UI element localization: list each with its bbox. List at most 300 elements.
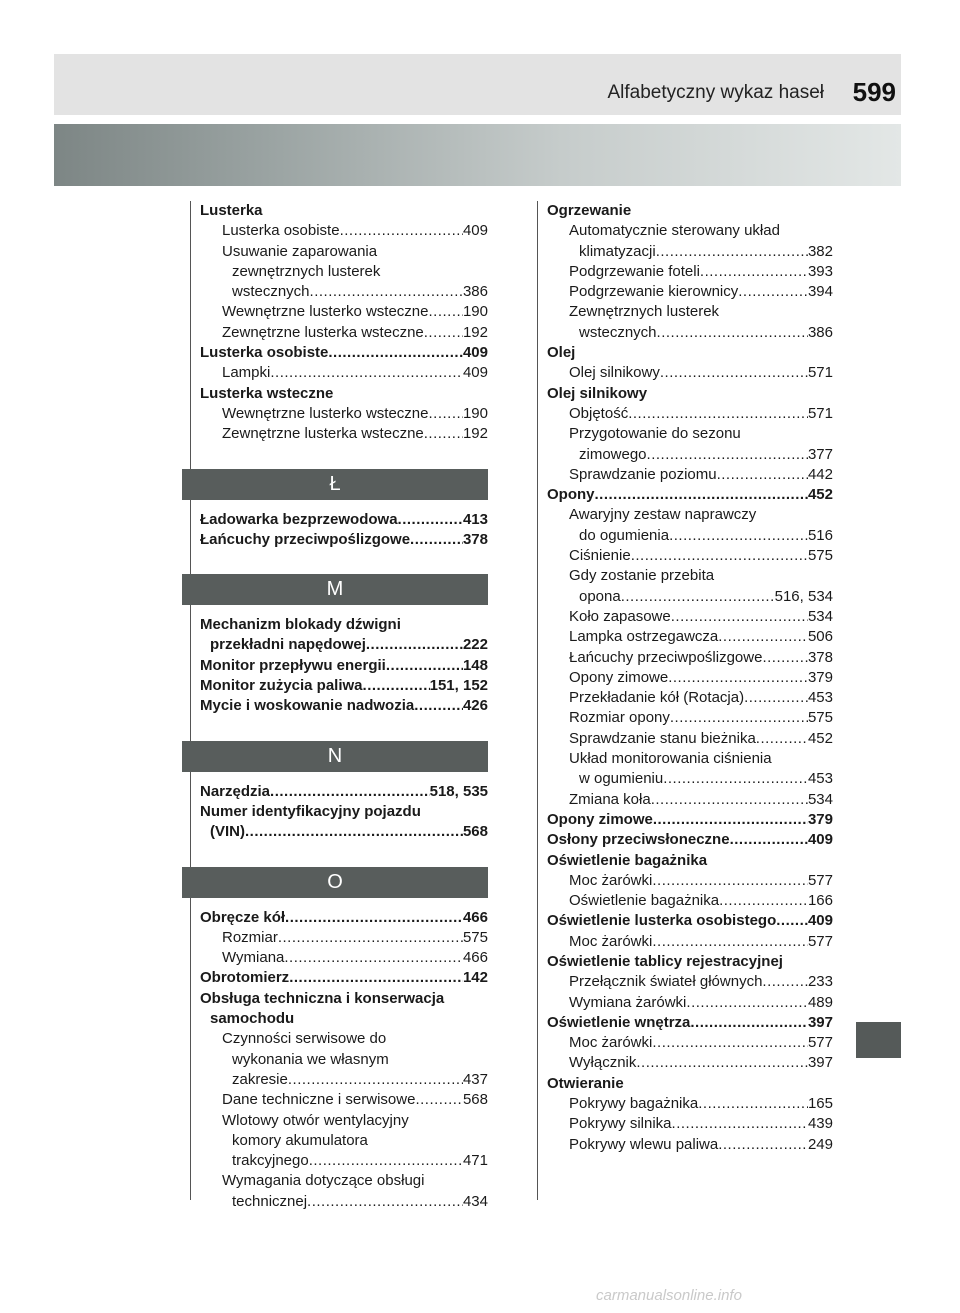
entry-label: Numer identyfikacyjny pojazdu xyxy=(200,802,421,820)
page-ref: 534 xyxy=(807,607,833,625)
index-heading xyxy=(547,749,833,769)
index-entry xyxy=(547,1033,833,1053)
entry-label: Zewnętrzne lusterka wsteczne xyxy=(222,425,424,443)
entry-label: Koło zapasowe xyxy=(569,607,671,625)
entry-label: Gdy zostanie przebita xyxy=(569,567,715,585)
page-ref: 190 xyxy=(462,404,488,422)
index-column-right xyxy=(547,201,833,1155)
index-group xyxy=(200,201,488,445)
dot-leader xyxy=(652,1033,808,1053)
entry-label: Opony zimowe xyxy=(569,668,669,686)
entry-label: Ciśnienie xyxy=(569,547,631,565)
index-heading xyxy=(547,343,833,363)
index-heading xyxy=(200,262,488,282)
dot-leader xyxy=(340,221,463,241)
index-entry xyxy=(547,323,833,343)
dot-leader xyxy=(730,830,808,850)
dot-leader xyxy=(366,635,463,655)
entry-label: Objętość xyxy=(569,404,629,422)
entry-label: Otwieranie xyxy=(547,1074,624,1092)
page-ref: 409 xyxy=(462,344,488,362)
page-ref: 577 xyxy=(807,1034,833,1052)
page-ref: 437 xyxy=(462,1070,488,1088)
index-entry xyxy=(200,530,488,550)
index-entry xyxy=(200,363,488,383)
index-heading xyxy=(200,242,488,262)
page-ref: 413 xyxy=(462,510,488,528)
index-heading xyxy=(547,384,833,404)
index-entry xyxy=(547,627,833,647)
dot-leader xyxy=(660,363,808,383)
page-ref: 142 xyxy=(462,969,488,987)
dot-leader xyxy=(428,404,462,424)
page-ref: 377 xyxy=(807,445,833,463)
letter-header-n: N xyxy=(182,741,488,772)
index-entry xyxy=(547,972,833,992)
page-ref: 378 xyxy=(462,530,488,548)
entry-label: Łańcuchy przeciwpoślizgowe xyxy=(200,530,411,548)
page-ref: 534 xyxy=(807,790,833,808)
index-entry xyxy=(200,1192,488,1212)
entry-label: w ogumieniu xyxy=(579,770,664,788)
dot-leader xyxy=(621,587,775,607)
dot-leader xyxy=(284,948,463,968)
decorative-band xyxy=(54,124,901,186)
dot-leader xyxy=(310,282,463,302)
page-ref: 571 xyxy=(807,364,833,382)
index-entry xyxy=(547,465,833,485)
dot-leader xyxy=(647,445,808,465)
index-heading xyxy=(200,615,488,635)
index-entry xyxy=(547,830,833,850)
index-heading xyxy=(547,505,833,525)
entry-label: Przygotowanie do sezonu xyxy=(569,425,741,443)
dot-leader xyxy=(738,282,808,302)
index-entry xyxy=(547,1114,833,1134)
entry-label: Pokrywy wlewu paliwa xyxy=(569,1135,719,1153)
index-entry xyxy=(200,635,488,655)
entry-label: Usuwanie zaparowania xyxy=(222,242,378,260)
dot-leader xyxy=(698,1094,808,1114)
index-entry xyxy=(547,607,833,627)
index-heading xyxy=(547,221,833,241)
dot-leader xyxy=(762,648,808,668)
entry-label: Obsługa techniczna i konserwacja xyxy=(200,989,445,1007)
entry-label: Zewnętrzne lusterka wsteczne xyxy=(222,323,424,341)
index-group xyxy=(200,908,488,1212)
page-ref: 466 xyxy=(462,949,488,967)
index-entry xyxy=(200,676,488,696)
index-entry xyxy=(200,948,488,968)
entry-label: Mycie i woskowanie nadwozia xyxy=(200,697,415,715)
index-entry xyxy=(547,485,833,505)
entry-label: Moc żarówki xyxy=(569,932,653,950)
entry-label: Moc żarówki xyxy=(569,1034,653,1052)
entry-label: Wlotowy otwór wentylacyjny xyxy=(222,1111,409,1129)
dot-leader xyxy=(668,668,808,688)
entry-label: Wewnętrzne lusterko wsteczne xyxy=(222,404,429,422)
entry-label: Oświetlenie bagażnika xyxy=(547,851,708,869)
entry-label: Sprawdzanie stanu bieżnika xyxy=(569,729,756,747)
entry-label: wstecznych xyxy=(579,323,657,341)
index-entry xyxy=(200,282,488,302)
page-ref: 409 xyxy=(462,364,488,382)
dot-leader xyxy=(670,708,808,728)
index-entry xyxy=(200,323,488,343)
entry-label: Czynności serwisowe do xyxy=(222,1030,387,1048)
page-ref: 148 xyxy=(462,656,488,674)
entry-label: klimatyzacji xyxy=(579,242,656,260)
entry-label: Opony zimowe xyxy=(547,810,653,828)
dot-leader xyxy=(278,928,463,948)
entry-label: przekładni napędowej xyxy=(210,636,366,654)
entry-label: zewnętrznych lusterek xyxy=(232,262,381,280)
index-entry xyxy=(547,871,833,891)
dot-leader xyxy=(700,262,808,282)
dot-leader xyxy=(631,546,808,566)
watermark: carmanualsonline.info xyxy=(596,1287,742,1304)
entry-label: Ładowarka bezprzewodowa xyxy=(200,510,398,528)
index-heading xyxy=(547,1074,833,1094)
dot-leader xyxy=(363,676,430,696)
dot-leader xyxy=(386,656,463,676)
entry-label: Olej silnikowy xyxy=(569,364,660,382)
dot-leader xyxy=(245,822,463,842)
page-ref: 434 xyxy=(462,1192,488,1210)
page-ref: 575 xyxy=(807,547,833,565)
index-entry xyxy=(200,696,488,716)
dot-leader xyxy=(270,782,430,802)
index-heading xyxy=(547,201,833,221)
page-ref: 151, 152 xyxy=(429,677,488,695)
entry-label: Moc żarówki xyxy=(569,871,653,889)
index-entry xyxy=(547,1013,833,1033)
page-ref: 397 xyxy=(807,1013,833,1031)
index-entry xyxy=(547,729,833,749)
dot-leader xyxy=(690,1013,808,1033)
entry-label: zimowego xyxy=(579,445,647,463)
entry-label: Rozmiar opony xyxy=(569,709,670,727)
dot-leader xyxy=(289,968,463,988)
page-ref: 466 xyxy=(462,908,488,926)
dot-leader xyxy=(756,729,808,749)
dot-leader xyxy=(410,530,463,550)
dot-leader xyxy=(428,302,462,322)
entry-label: Ogrzewanie xyxy=(547,202,632,219)
index-heading xyxy=(547,952,833,972)
entry-label: Podgrzewanie kierownicy xyxy=(569,283,739,301)
dot-leader xyxy=(307,1192,463,1212)
entry-label: Wyłącznik xyxy=(569,1054,637,1072)
page-ref: 453 xyxy=(807,689,833,707)
page-ref: 166 xyxy=(807,892,833,910)
index-entry xyxy=(547,363,833,383)
index-heading xyxy=(200,1171,488,1191)
index-entry xyxy=(547,1094,833,1114)
entry-label: Olej xyxy=(547,344,576,362)
entry-label: Lusterka osobiste xyxy=(222,222,340,240)
index-heading xyxy=(200,1131,488,1151)
page-ref: 439 xyxy=(807,1115,833,1133)
letter-header-m: M xyxy=(182,574,488,605)
index-entry xyxy=(200,343,488,363)
index-entry xyxy=(547,668,833,688)
index-entry xyxy=(547,648,833,668)
index-entry xyxy=(200,908,488,928)
entry-label: technicznej xyxy=(232,1192,308,1210)
index-heading xyxy=(547,851,833,871)
dot-leader xyxy=(288,1070,463,1090)
index-entry xyxy=(200,968,488,988)
entry-label: Lusterka xyxy=(200,202,263,219)
entry-label: Zewnętrznych lusterek xyxy=(569,303,720,321)
dot-leader xyxy=(686,993,808,1013)
index-heading xyxy=(200,989,488,1009)
dot-leader xyxy=(672,1114,808,1134)
dot-leader xyxy=(671,607,808,627)
index-heading xyxy=(200,1111,488,1131)
index-entry xyxy=(547,242,833,262)
page-number: 599 xyxy=(852,77,896,107)
letter-header-l: Ł xyxy=(182,469,488,500)
entry-label: Pokrywy bagażnika xyxy=(569,1095,699,1113)
index-column-left xyxy=(200,201,488,1212)
dot-leader xyxy=(424,323,463,343)
page-ref: 409 xyxy=(807,831,833,849)
entry-label: Zmiana koła xyxy=(569,790,651,808)
page-ref: 471 xyxy=(462,1152,488,1170)
page-ref: 394 xyxy=(807,283,833,301)
index-entry xyxy=(547,911,833,931)
entry-label: Monitor zużycia paliwa xyxy=(200,677,363,695)
dot-leader xyxy=(744,688,808,708)
page-ref: 379 xyxy=(807,668,833,686)
index-entry xyxy=(547,688,833,708)
page-ref: 192 xyxy=(462,425,488,443)
dot-leader xyxy=(651,790,808,810)
entry-label: opona xyxy=(579,587,621,605)
index-entry xyxy=(547,404,833,424)
entry-label: Podgrzewanie foteli xyxy=(569,262,700,280)
page-ref: 386 xyxy=(462,283,488,301)
entry-label: Obręcze kół xyxy=(200,908,286,926)
page-ref: 378 xyxy=(807,648,833,666)
page-ref: 577 xyxy=(807,932,833,950)
entry-label: Wewnętrzne lusterko wsteczne xyxy=(222,303,429,321)
entry-label: Rozmiar xyxy=(222,928,278,946)
entry-label: Mechanizm blokady dźwigni xyxy=(200,616,401,634)
dot-leader xyxy=(718,627,808,647)
index-entry xyxy=(547,810,833,830)
index-entry xyxy=(547,993,833,1013)
dot-leader xyxy=(653,810,808,830)
entry-label: Lampki xyxy=(222,364,271,382)
index-entry xyxy=(200,404,488,424)
page-ref: 409 xyxy=(807,912,833,930)
entry-label: Osłony przeciwsłoneczne xyxy=(547,831,730,849)
page-ref: 190 xyxy=(462,303,488,321)
index-heading xyxy=(547,424,833,444)
section-tab xyxy=(856,1022,901,1058)
entry-label: (VIN) xyxy=(210,823,245,841)
index-heading xyxy=(547,566,833,586)
index-group xyxy=(200,510,488,551)
page-ref: 516 xyxy=(807,526,833,544)
index-heading xyxy=(200,1009,488,1029)
index-entry xyxy=(547,1053,833,1073)
index-group xyxy=(200,782,488,843)
index-entry xyxy=(200,302,488,322)
page-ref: 426 xyxy=(462,697,488,715)
dot-leader xyxy=(719,891,808,911)
entry-label: komory akumulatora xyxy=(232,1131,368,1149)
page-ref: 452 xyxy=(807,486,833,504)
entry-label: Wymiana żarówki xyxy=(569,993,687,1011)
page-ref: 453 xyxy=(807,770,833,788)
dot-leader xyxy=(656,242,808,262)
page-ref: 489 xyxy=(807,993,833,1011)
entry-label: Wymiana xyxy=(222,949,285,967)
page-ref: 192 xyxy=(462,323,488,341)
entry-label: Narzędzia xyxy=(200,782,271,800)
index-heading xyxy=(200,1029,488,1049)
dot-leader xyxy=(657,323,808,343)
index-entry xyxy=(200,782,488,802)
right-column-rule xyxy=(537,201,538,1200)
index-group xyxy=(547,201,833,1155)
page-ref: 518, 535 xyxy=(429,782,488,800)
entry-label: Oświetlenie lusterka osobistego xyxy=(547,912,777,930)
entry-label: Monitor przepływu energii xyxy=(200,656,386,674)
index-entry xyxy=(200,656,488,676)
entry-label: Wymagania dotyczące obsługi xyxy=(222,1172,425,1190)
page-ref: 575 xyxy=(807,709,833,727)
page-ref: 568 xyxy=(462,823,488,841)
dot-leader xyxy=(285,908,463,928)
page-ref: 442 xyxy=(807,465,833,483)
page-ref: 452 xyxy=(807,729,833,747)
entry-label: Lusterka wsteczne xyxy=(200,384,334,402)
dot-leader xyxy=(717,465,808,485)
page-ref: 382 xyxy=(807,242,833,260)
index-group xyxy=(200,615,488,716)
entry-label: samochodu xyxy=(210,1010,295,1028)
index-entry xyxy=(200,1070,488,1090)
index-entry xyxy=(547,932,833,952)
entry-label: Olej silnikowy xyxy=(547,384,648,402)
index-entry xyxy=(200,822,488,842)
entry-label: Układ monitorowania ciśnienia xyxy=(569,750,772,768)
page-ref: 575 xyxy=(462,928,488,946)
entry-label: Automatycznie sterowany układ xyxy=(569,222,780,240)
page-ref: 516, 534 xyxy=(774,587,833,605)
index-heading xyxy=(200,802,488,822)
index-entry xyxy=(547,262,833,282)
entry-label: Lampka ostrzegawcza xyxy=(569,628,719,646)
index-entry xyxy=(547,790,833,810)
index-entry xyxy=(547,708,833,728)
dot-leader xyxy=(663,769,808,789)
entry-label: Oświetlenie wnętrza xyxy=(547,1013,691,1031)
page-title: Alfabetyczny wykaz haseł xyxy=(607,82,824,103)
index-heading xyxy=(200,384,488,404)
dot-leader xyxy=(636,1053,808,1073)
index-entry xyxy=(547,526,833,546)
index-entry xyxy=(200,1090,488,1110)
entry-label: wykonania we własnym xyxy=(232,1050,389,1068)
entry-label: Awaryjny zestaw naprawczy xyxy=(569,506,757,524)
left-column-rule xyxy=(190,201,191,1200)
page-ref: 577 xyxy=(807,871,833,889)
entry-label: Sprawdzanie poziomu xyxy=(569,465,717,483)
index-entry xyxy=(547,546,833,566)
index-entry xyxy=(547,891,833,911)
index-heading xyxy=(547,302,833,322)
dot-leader xyxy=(652,871,808,891)
index-entry xyxy=(547,587,833,607)
index-entry xyxy=(200,510,488,530)
dot-leader xyxy=(270,363,463,383)
page-ref: 568 xyxy=(462,1091,488,1109)
page-ref: 409 xyxy=(462,222,488,240)
dot-leader xyxy=(415,1090,463,1110)
index-entry xyxy=(200,221,488,241)
dot-leader xyxy=(669,526,808,546)
entry-label: Pokrywy silnika xyxy=(569,1115,672,1133)
index-entry xyxy=(547,282,833,302)
index-entry xyxy=(547,769,833,789)
entry-label: Oświetlenie bagażnika xyxy=(569,892,720,910)
index-entry xyxy=(200,1151,488,1171)
dot-leader xyxy=(309,1151,463,1171)
entry-label: wstecznych xyxy=(232,283,310,301)
entry-label: do ogumienia xyxy=(579,526,670,544)
dot-leader xyxy=(762,972,808,992)
entry-label: zakresie xyxy=(232,1070,288,1088)
page-ref: 233 xyxy=(807,973,833,991)
dot-leader xyxy=(414,696,463,716)
page-ref: 571 xyxy=(807,404,833,422)
entry-label: trakcyjnego xyxy=(232,1152,309,1170)
entry-label: Oświetlenie tablicy rejestracyjnej xyxy=(547,952,783,970)
page-ref: 506 xyxy=(807,628,833,646)
index-heading xyxy=(200,201,488,221)
page-ref: 393 xyxy=(807,262,833,280)
dot-leader xyxy=(424,424,463,444)
entry-label: Przekładanie kół (Rotacja) xyxy=(569,689,745,707)
dot-leader xyxy=(652,932,808,952)
page-ref: 397 xyxy=(807,1054,833,1072)
dot-leader xyxy=(398,510,463,530)
page-ref: 386 xyxy=(807,323,833,341)
entry-label: Dane techniczne i serwisowe xyxy=(222,1091,416,1109)
dot-leader xyxy=(328,343,463,363)
index-entry xyxy=(200,928,488,948)
index-entry xyxy=(547,1135,833,1155)
entry-label: Lusterka osobiste xyxy=(200,344,329,362)
page-ref: 379 xyxy=(807,810,833,828)
dot-leader xyxy=(595,485,808,505)
dot-leader xyxy=(776,911,808,931)
letter-header-o: O xyxy=(182,867,488,898)
dot-leader xyxy=(718,1135,808,1155)
index-entry xyxy=(547,445,833,465)
page-ref: 222 xyxy=(462,636,488,654)
index-heading xyxy=(200,1050,488,1070)
entry-label: Opony xyxy=(547,486,595,504)
entry-label: Przełącznik świateł głównych xyxy=(569,973,763,991)
entry-label: Obrotomierz xyxy=(200,969,290,987)
